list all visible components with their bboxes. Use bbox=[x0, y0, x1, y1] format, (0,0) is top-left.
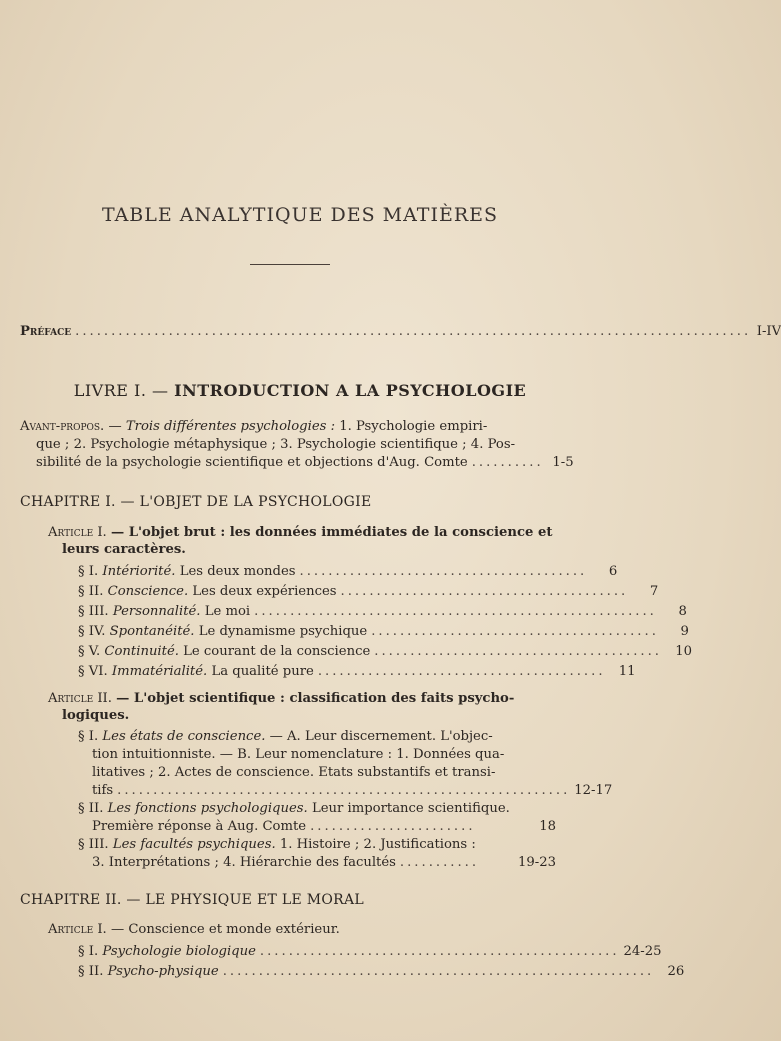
ch1-art2-line2 bbox=[62, 707, 129, 725]
section-page: 12-17 bbox=[574, 783, 613, 798]
section-name: Les fonctions psychologiques. bbox=[107, 801, 308, 816]
section-name: Conscience. bbox=[107, 584, 189, 599]
section-page: 8 bbox=[678, 604, 687, 619]
section-number: § V. bbox=[78, 644, 101, 659]
section-name: Psycho-physique bbox=[107, 964, 219, 979]
section-number: § I. bbox=[78, 564, 99, 579]
section-number: § II. bbox=[78, 801, 104, 816]
ch1-art1-line1 bbox=[48, 524, 552, 542]
section-page: 10 bbox=[675, 644, 692, 659]
chapitre1-heading: CHAPITRE I. — L'OBJET DE LA PSYCHOLOGIE bbox=[20, 494, 372, 510]
section-page: 9 bbox=[680, 624, 689, 639]
preface-label: Préface bbox=[20, 324, 72, 339]
avant-propos-line3-text: sibilité de la psychologie scientifique et objections d'Aug. Comte bbox=[36, 455, 468, 470]
avant-propos-title: Trois différentes psychologies : bbox=[125, 419, 336, 434]
ch2-art1-line1-text: — Conscience et monde extérieur. bbox=[110, 922, 340, 937]
section-text: Les deux mondes bbox=[179, 564, 296, 579]
ch1-art1-item-5 bbox=[78, 643, 692, 661]
section-name: Personnalité. bbox=[112, 604, 201, 619]
section-name: Les facultés psychiques. bbox=[112, 837, 276, 852]
avant-propos-label: Avant-propos. bbox=[20, 419, 105, 434]
section-page: 18 bbox=[539, 819, 556, 834]
leader-dots: ........................................ bbox=[374, 644, 662, 659]
ch1-art1-item-1 bbox=[78, 563, 618, 581]
section-name: Les états de conscience. bbox=[102, 729, 266, 744]
avant-propos-line2: que ; 2. Psychologie métaphysique ; 3. Psychologie scientifique ; 4. Pos- bbox=[36, 437, 516, 452]
leader-dots: ............................................................ bbox=[222, 964, 655, 979]
leader-dots: ....................... bbox=[310, 819, 476, 834]
section-text: La qualité pure bbox=[211, 664, 314, 679]
section-name: Psychologie biologique bbox=[102, 944, 256, 959]
section-text: Le dynamisme psychique bbox=[198, 624, 368, 639]
section-page: 19-23 bbox=[517, 855, 556, 870]
leader-dots: .............................................................................................. bbox=[75, 324, 752, 339]
section-number: § I. bbox=[78, 944, 99, 959]
section-name: Spontanéité. bbox=[109, 624, 195, 639]
section-page: 6 bbox=[608, 564, 618, 579]
ch1-art1-line1-text: — L'objet brut : les données immédiates de la conscience et bbox=[110, 525, 553, 540]
section-page: 11 bbox=[618, 664, 636, 679]
ch1-art1-item-4 bbox=[78, 623, 689, 641]
section-name: Intériorité. bbox=[102, 564, 176, 579]
preface-page: I-IV bbox=[756, 324, 781, 339]
leader-dots: ........................................................ bbox=[254, 604, 657, 619]
ch1-art2-s3-line1 bbox=[78, 836, 476, 854]
ch1-art2-line2-text: logiques. bbox=[62, 708, 130, 723]
leader-dots: ........... bbox=[399, 855, 480, 870]
section-name: Continuité. bbox=[104, 644, 179, 659]
leader-dots: ........................................ bbox=[340, 584, 629, 599]
section-number: § IV. bbox=[78, 624, 106, 639]
livre-prefix: LIVRE I. — bbox=[73, 381, 169, 400]
leader-dots: ........................................ bbox=[317, 664, 606, 679]
section-text: Le courant de la conscience bbox=[183, 644, 371, 659]
leader-dots: ........................................ bbox=[299, 564, 588, 579]
ch1-art1-line2 bbox=[62, 541, 186, 559]
section-number: § III. bbox=[78, 604, 109, 619]
leader-dots: .................................................. bbox=[259, 944, 620, 959]
ch2-art1-item-1 bbox=[78, 943, 662, 961]
section-text: Première réponse à Aug. Comte bbox=[92, 819, 307, 834]
section-page: 24-25 bbox=[623, 944, 662, 959]
section-text: 3. Interprétations ; 4. Hiérarchie des facultés bbox=[92, 855, 396, 870]
section-page: 26 bbox=[667, 964, 685, 979]
ch1-art2-s1-line1 bbox=[78, 728, 493, 746]
ch1-art2-s2-line2 bbox=[92, 818, 556, 836]
ch1-art2-line1 bbox=[48, 690, 514, 708]
ch1-art2-s1-line2: tion intuitionniste. — B. Leur nomenclature : 1. Données qua- bbox=[92, 747, 505, 762]
ch1-art1-label: Article I. bbox=[48, 525, 107, 540]
ch1-art1-item-2 bbox=[78, 583, 659, 601]
section-name: Immatérialité. bbox=[111, 664, 208, 679]
avant-propos-line3 bbox=[36, 454, 574, 472]
ch2-art1-line1 bbox=[48, 921, 340, 939]
title-rule bbox=[250, 264, 330, 265]
ch1-art2-s1-line4 bbox=[92, 782, 613, 800]
leader-dots: .......... bbox=[471, 455, 544, 470]
avant-propos-page: 1-5 bbox=[552, 455, 574, 470]
livre-heading bbox=[0, 381, 600, 400]
section-text: tifs bbox=[92, 783, 114, 798]
ch1-art1-item-3 bbox=[78, 603, 687, 621]
section-number: § I. bbox=[78, 729, 99, 744]
section-text: Les deux expériences bbox=[192, 584, 337, 599]
ch1-art2-label: Article II. bbox=[48, 691, 112, 706]
ch1-art2-s3-line2 bbox=[92, 854, 556, 872]
chapitre2-heading: CHAPITRE II. — LE PHYSIQUE ET LE MORAL bbox=[20, 892, 364, 908]
preface-entry bbox=[20, 323, 781, 341]
ch2-art1-item-2 bbox=[78, 963, 685, 981]
ch1-art2-s2-line1 bbox=[78, 800, 510, 818]
section-text: 1. Histoire ; 2. Justifications : bbox=[279, 837, 476, 852]
section-text: — A. Leur discernement. L'objec- bbox=[269, 729, 493, 744]
leader-dots: ........................................ bbox=[371, 624, 659, 639]
livre-title: INTRODUCTION A LA PSYCHOLOGIE bbox=[174, 381, 527, 400]
ch1-art1-line2-text: leurs caractères. bbox=[62, 542, 186, 557]
ch1-art2-line1-text: — L'objet scientifique : classification des faits psycho- bbox=[116, 691, 515, 706]
ch1-art2-s1-line3: litatives ; 2. Actes de conscience. Etats substantifs et transi- bbox=[92, 765, 496, 780]
section-page: 7 bbox=[649, 584, 659, 599]
leader-dots: ............................................................... bbox=[117, 783, 571, 798]
section-number: § II. bbox=[78, 584, 104, 599]
ch2-art1-label: Article I. bbox=[48, 922, 107, 937]
section-text: Le moi bbox=[204, 604, 251, 619]
section-number: § VI. bbox=[78, 664, 108, 679]
page-title: TABLE ANALYTIQUE DES MATIÈRES bbox=[101, 204, 499, 226]
section-text: Leur importance scientifique. bbox=[311, 801, 510, 816]
ch1-art1-item-6 bbox=[78, 663, 636, 681]
section-number: § III. bbox=[78, 837, 109, 852]
avant-propos-line1: Avant-propos. — Trois différentes psychologies : 1. Psychologie empiri- bbox=[20, 419, 488, 434]
section-number: § II. bbox=[78, 964, 104, 979]
avant-propos-line1-rest: 1. Psychologie empiri- bbox=[339, 419, 488, 434]
